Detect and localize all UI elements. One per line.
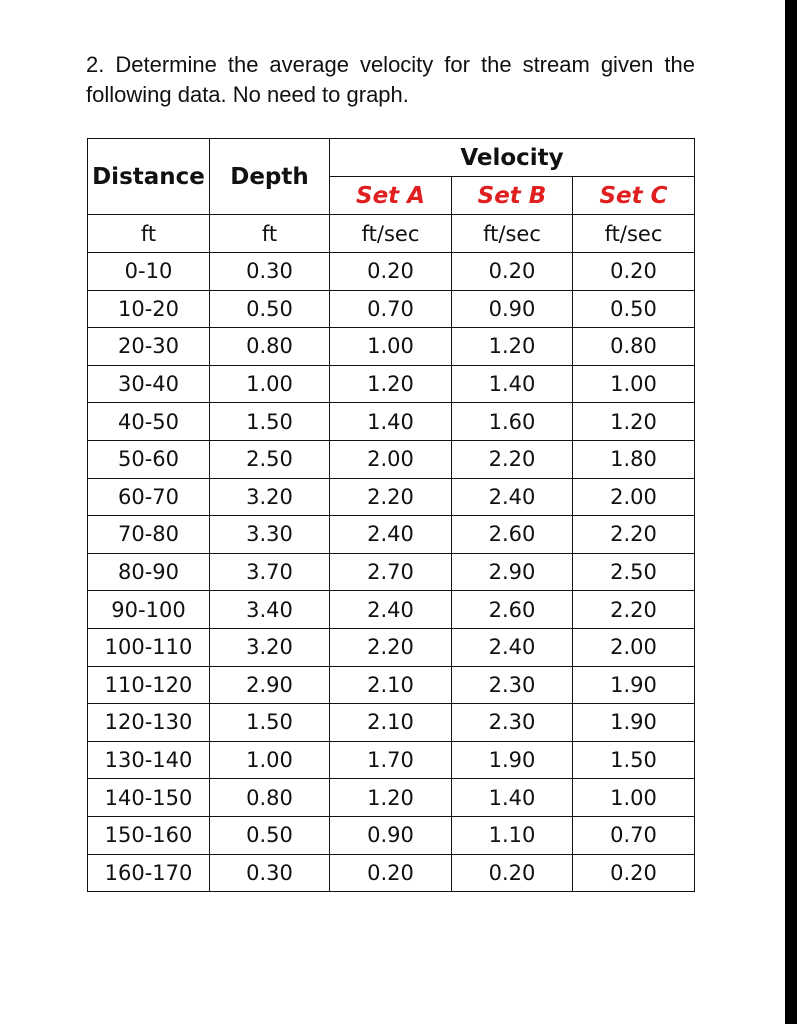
table-row bbox=[88, 854, 695, 892]
depth-cell: 1.00 bbox=[210, 741, 330, 779]
unit-cell: ft/sec bbox=[452, 215, 573, 253]
header-velocity: Velocity bbox=[330, 139, 695, 177]
set-c-velocity-cell: 1.50 bbox=[573, 741, 695, 779]
distance-cell: 80-90 bbox=[88, 553, 210, 591]
set-b-velocity-cell: 1.10 bbox=[452, 816, 573, 854]
table-row bbox=[88, 591, 695, 629]
set-b-velocity-cell: 2.30 bbox=[452, 666, 573, 704]
table-row bbox=[88, 779, 695, 817]
set-a-velocity-cell: 1.20 bbox=[330, 779, 452, 817]
set-c-velocity-cell: 1.80 bbox=[573, 440, 695, 478]
set-c-velocity-cell: 1.00 bbox=[573, 365, 695, 403]
set-c-velocity-cell: 0.20 bbox=[573, 253, 695, 291]
distance-cell: 160-170 bbox=[88, 854, 210, 892]
distance-cell: 20-30 bbox=[88, 328, 210, 366]
table-row bbox=[88, 516, 695, 554]
set-a-velocity-cell: 2.00 bbox=[330, 440, 452, 478]
set-a-velocity-cell: 1.20 bbox=[330, 365, 452, 403]
header-depth: Depth bbox=[210, 139, 330, 215]
question-text: 2. Determine the average velocity for the stream given the following data. No need to graph. bbox=[86, 52, 695, 107]
set-b-velocity-cell: 2.30 bbox=[452, 704, 573, 742]
depth-cell: 3.70 bbox=[210, 553, 330, 591]
set-c-velocity-cell: 1.90 bbox=[573, 704, 695, 742]
set-c-velocity-cell: 0.70 bbox=[573, 816, 695, 854]
depth-cell: 3.20 bbox=[210, 628, 330, 666]
table-row bbox=[88, 440, 695, 478]
set-c-velocity-cell: 2.00 bbox=[573, 628, 695, 666]
distance-cell: 150-160 bbox=[88, 816, 210, 854]
set-a-velocity-cell: 0.90 bbox=[330, 816, 452, 854]
header-distance: Distance bbox=[88, 139, 210, 215]
table-row bbox=[88, 328, 695, 366]
set-c-velocity-cell: 1.20 bbox=[573, 403, 695, 441]
edge-bar bbox=[785, 0, 797, 1024]
set-a-velocity-cell: 1.00 bbox=[330, 328, 452, 366]
header-set-a: Set A bbox=[330, 177, 452, 215]
table-row bbox=[88, 628, 695, 666]
depth-cell: 0.50 bbox=[210, 816, 330, 854]
table-row bbox=[88, 478, 695, 516]
set-a-velocity-cell: 0.20 bbox=[330, 854, 452, 892]
distance-cell: 100-110 bbox=[88, 628, 210, 666]
table-row bbox=[88, 666, 695, 704]
set-c-velocity-cell: 1.00 bbox=[573, 779, 695, 817]
depth-cell: 1.50 bbox=[210, 403, 330, 441]
stream-data-table bbox=[87, 138, 695, 892]
header-set-b: Set B bbox=[452, 177, 573, 215]
set-b-velocity-cell: 1.40 bbox=[452, 779, 573, 817]
set-a-velocity-cell: 2.20 bbox=[330, 628, 452, 666]
depth-cell: 0.30 bbox=[210, 253, 330, 291]
distance-cell: 110-120 bbox=[88, 666, 210, 704]
table-body bbox=[88, 253, 695, 892]
set-b-velocity-cell: 2.40 bbox=[452, 478, 573, 516]
depth-cell: 2.50 bbox=[210, 440, 330, 478]
set-c-velocity-cell: 0.80 bbox=[573, 328, 695, 366]
set-b-velocity-cell: 2.40 bbox=[452, 628, 573, 666]
set-b-velocity-cell: 2.90 bbox=[452, 553, 573, 591]
set-b-velocity-cell: 2.60 bbox=[452, 591, 573, 629]
distance-cell: 140-150 bbox=[88, 779, 210, 817]
unit-cell: ft bbox=[210, 215, 330, 253]
distance-cell: 90-100 bbox=[88, 591, 210, 629]
table-row bbox=[88, 290, 695, 328]
depth-cell: 2.90 bbox=[210, 666, 330, 704]
depth-cell: 1.50 bbox=[210, 704, 330, 742]
distance-cell: 10-20 bbox=[88, 290, 210, 328]
set-a-velocity-cell: 1.70 bbox=[330, 741, 452, 779]
set-a-velocity-cell: 2.40 bbox=[330, 516, 452, 554]
set-b-velocity-cell: 1.40 bbox=[452, 365, 573, 403]
units-row bbox=[88, 215, 695, 253]
set-b-velocity-cell: 2.60 bbox=[452, 516, 573, 554]
set-b-velocity-cell: 0.90 bbox=[452, 290, 573, 328]
depth-cell: 0.80 bbox=[210, 779, 330, 817]
distance-cell: 130-140 bbox=[88, 741, 210, 779]
depth-cell: 1.00 bbox=[210, 365, 330, 403]
table-row bbox=[88, 553, 695, 591]
table-row bbox=[88, 365, 695, 403]
table-row bbox=[88, 816, 695, 854]
table-row bbox=[88, 403, 695, 441]
depth-cell: 0.50 bbox=[210, 290, 330, 328]
set-a-velocity-cell: 2.40 bbox=[330, 591, 452, 629]
set-c-velocity-cell: 2.20 bbox=[573, 516, 695, 554]
distance-cell: 60-70 bbox=[88, 478, 210, 516]
distance-cell: 30-40 bbox=[88, 365, 210, 403]
distance-cell: 70-80 bbox=[88, 516, 210, 554]
set-a-velocity-cell: 0.20 bbox=[330, 253, 452, 291]
distance-cell: 40-50 bbox=[88, 403, 210, 441]
set-b-velocity-cell: 0.20 bbox=[452, 854, 573, 892]
set-c-velocity-cell: 0.20 bbox=[573, 854, 695, 892]
table-row bbox=[88, 253, 695, 291]
set-c-velocity-cell: 1.90 bbox=[573, 666, 695, 704]
set-b-velocity-cell: 1.60 bbox=[452, 403, 573, 441]
header-set-c: Set C bbox=[573, 177, 695, 215]
set-c-velocity-cell: 2.50 bbox=[573, 553, 695, 591]
set-b-velocity-cell: 1.90 bbox=[452, 741, 573, 779]
set-b-velocity-cell: 1.20 bbox=[452, 328, 573, 366]
set-a-velocity-cell: 2.10 bbox=[330, 704, 452, 742]
unit-cell: ft bbox=[88, 215, 210, 253]
set-c-velocity-cell: 2.20 bbox=[573, 591, 695, 629]
set-a-velocity-cell: 2.10 bbox=[330, 666, 452, 704]
unit-cell: ft/sec bbox=[330, 215, 452, 253]
depth-cell: 0.30 bbox=[210, 854, 330, 892]
set-a-velocity-cell: 1.40 bbox=[330, 403, 452, 441]
distance-cell: 50-60 bbox=[88, 440, 210, 478]
set-c-velocity-cell: 2.00 bbox=[573, 478, 695, 516]
set-a-velocity-cell: 2.20 bbox=[330, 478, 452, 516]
table-row bbox=[88, 704, 695, 742]
depth-cell: 3.20 bbox=[210, 478, 330, 516]
distance-cell: 0-10 bbox=[88, 253, 210, 291]
table-row bbox=[88, 741, 695, 779]
distance-cell: 120-130 bbox=[88, 704, 210, 742]
set-c-velocity-cell: 0.50 bbox=[573, 290, 695, 328]
set-b-velocity-cell: 2.20 bbox=[452, 440, 573, 478]
depth-cell: 3.40 bbox=[210, 591, 330, 629]
depth-cell: 3.30 bbox=[210, 516, 330, 554]
unit-cell: ft/sec bbox=[573, 215, 695, 253]
set-b-velocity-cell: 0.20 bbox=[452, 253, 573, 291]
set-a-velocity-cell: 0.70 bbox=[330, 290, 452, 328]
depth-cell: 0.80 bbox=[210, 328, 330, 366]
set-a-velocity-cell: 2.70 bbox=[330, 553, 452, 591]
